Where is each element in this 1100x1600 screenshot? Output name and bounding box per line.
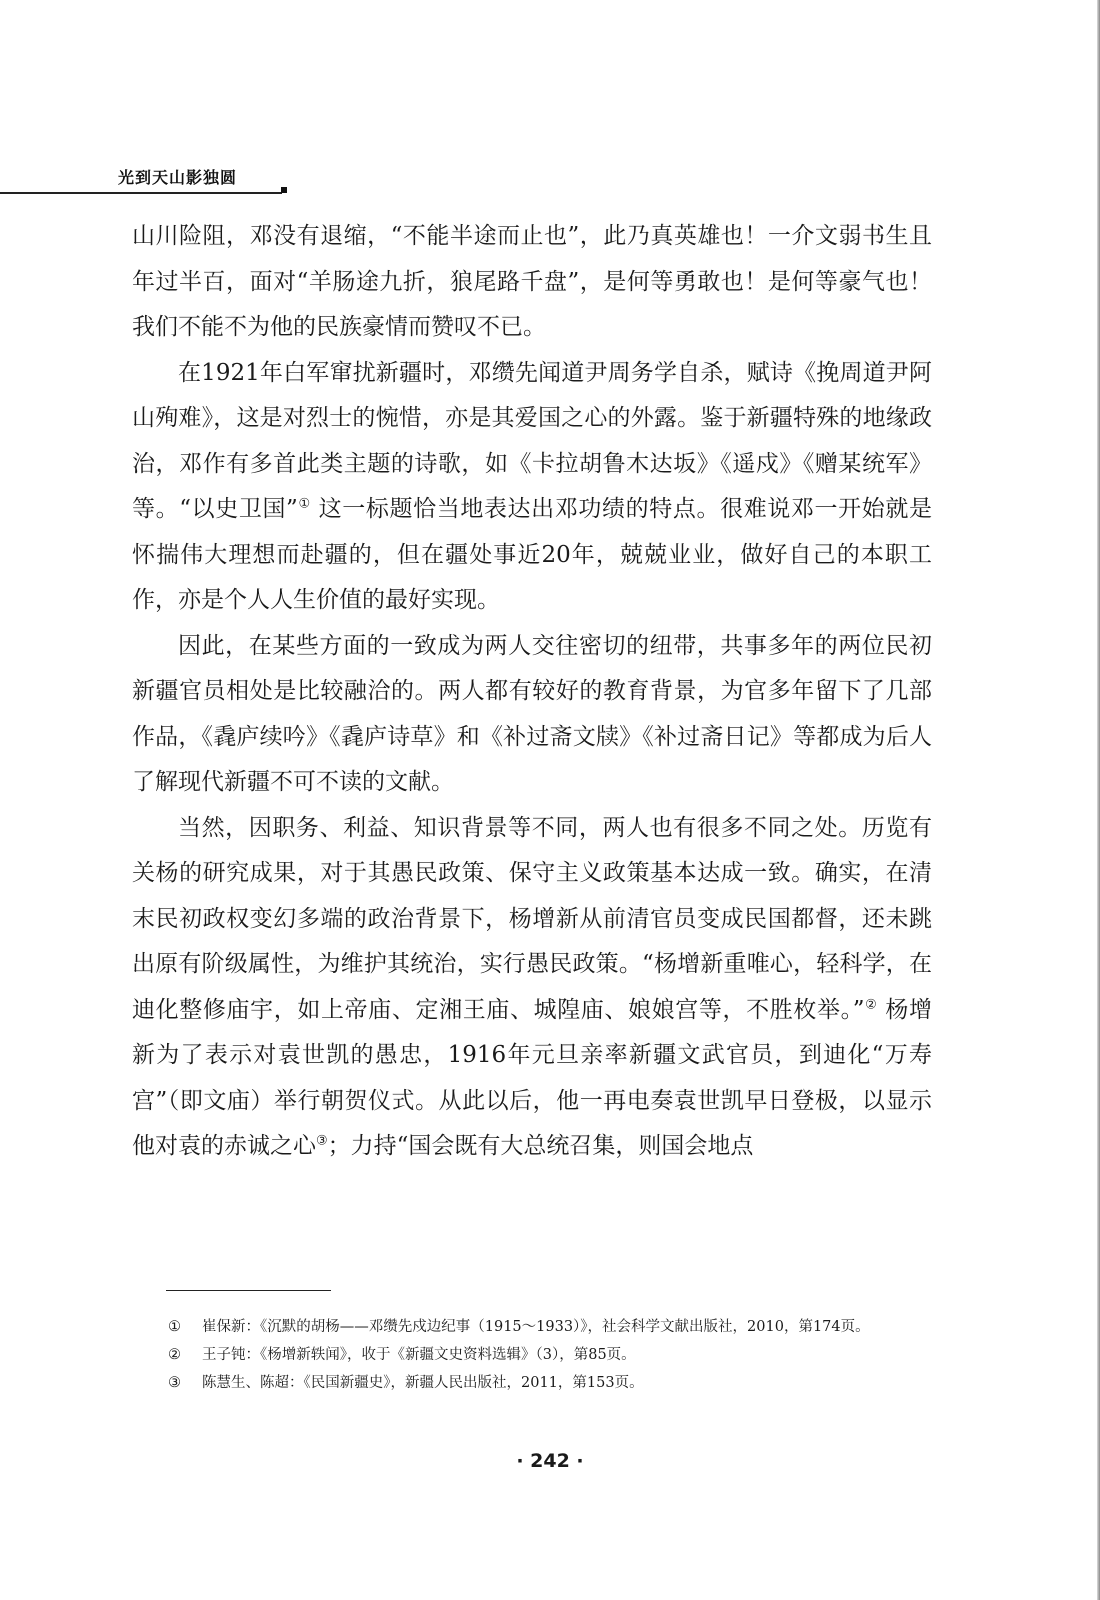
body-paragraph (132, 806, 932, 1170)
body-paragraph (132, 214, 932, 351)
paragraph-text: 在1921年白军窜扰新疆时，邓缵先闻道尹周务学自杀，赋诗《挽周道尹阿山殉难》，这是对烈士的惋惜，亦是其爱国之心的外露。鉴于新疆特殊的地缘政治，邓作有多首此类主题的诗歌，如《卡拉胡鲁木达坂》《遥戍》《赠某统军》等。“以史卫国” (132, 359, 932, 522)
footnote-mark: ③ (168, 1375, 181, 1391)
paragraph-text: ；力持“国会既有大总统召集，则国会地点 (327, 1133, 754, 1159)
header-square-mark (281, 187, 287, 193)
body-paragraph (132, 624, 932, 806)
footnote-rule (166, 1290, 331, 1291)
paragraph-text: 杨增新为了表示对袁世凯的愚忠，1916年元旦亲率新疆文武官员，到迪化“万寿宫”（即文庙）举行朝贺仪式。从此以后，他一再电奏袁世凯早日登极，以显示他对袁的赤诚之心 (132, 996, 933, 1159)
footnote-mark: ② (168, 1347, 181, 1363)
footnote-reference: ② (864, 996, 878, 1012)
running-title: 光到天山影独圆 (118, 168, 238, 187)
footnote-text: 崔保新：《沉默的胡杨——邓缵先戍边纪事（1915～1933）》，社会科学文献出版社，2010，第174页。 (202, 1319, 870, 1335)
footnote-item (168, 1369, 948, 1397)
footnote-reference: ③ (316, 1133, 328, 1149)
paragraph-text: 因此，在某些方面的一致成为两人交往密切的纽带，共事多年的两位民初新疆官员相处是比较融洽的。两人都有较好的教育背景，为官多年留下了几部作品，《毳庐续吟》《毳庐诗草》和《补过斋文牍》《补过斋日记》等都成为后人了解现代新疆不可不读的文献。 (132, 632, 932, 795)
header-rule (0, 192, 282, 194)
page-header (0, 165, 290, 195)
page-number: · 242 · (516, 1450, 584, 1472)
paragraph-text: 山川险阻，邓没有退缩，“不能半途而止也”，此乃真英雄也！一介文弱书生且年过半百，面对“羊肠途九折，狼尾路千盘”，是何等勇敢也！是何等豪气也！我们不能不为他的民族豪情而赞叹不已。 (132, 223, 932, 340)
footnote-reference: ① (297, 496, 311, 512)
footnote-item (168, 1341, 948, 1369)
footnote-mark: ① (168, 1319, 181, 1335)
body-text (132, 214, 932, 1170)
footnote-text: 王子钝：《杨增新轶闻》，收于《新疆文史资料选辑》（3），第85页。 (202, 1347, 636, 1363)
body-paragraph (132, 351, 932, 624)
footnote-item (168, 1313, 948, 1341)
paragraph-text: 当然，因职务、利益、知识背景等不同，两人也有很多不同之处。历览有关杨的研究成果，对于其愚民政策、保守主义政策基本达成一致。确实，在清末民初政权变幻多端的政治背景下，杨增新从前清官员变成民国都督，还未跳出原有阶级属性，为维护其统治，实行愚民政策。“杨增新重唯心，轻科学，在迪化整修庙宇，如上帝庙、定湘王庙、城隍庙、娘娘宫等，不胜枚举。” (132, 814, 932, 1023)
footnotes (168, 1313, 948, 1397)
paragraph-text: 这一标题恰当地表达出邓功绩的特点。很难说邓一开始就是怀揣伟大理想而赴疆的，但在疆处事近20年，兢兢业业，做好自己的本职工作，亦是个人人生价值的最好实现。 (132, 496, 933, 613)
footnote-text: 陈慧生、陈超：《民国新疆史》，新疆人民出版社，2011，第153页。 (202, 1375, 644, 1391)
